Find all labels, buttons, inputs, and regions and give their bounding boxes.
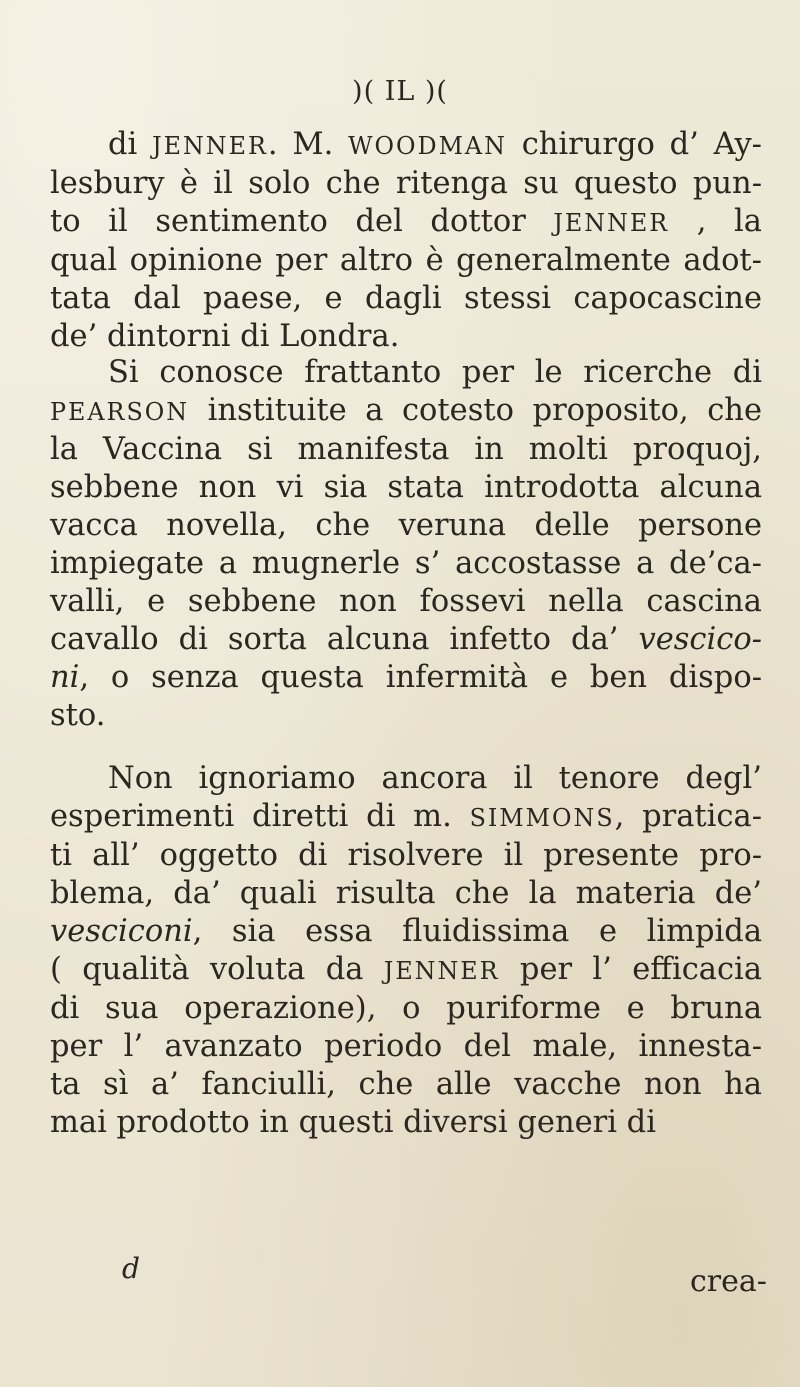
- text-run: , sia essa fluidissima e limpida: [192, 914, 762, 949]
- text-run: lesbury è il solo che ritenga su questo pun-: [50, 166, 762, 201]
- text-run: tata dal paese, e dagli stessi capocascine: [50, 281, 762, 316]
- text-line: [50, 165, 762, 203]
- proper-name: SIMMONS: [469, 804, 615, 832]
- text-line: [50, 760, 762, 798]
- text-line: [50, 126, 762, 165]
- text-line: [50, 1066, 762, 1104]
- text-run: de’ dintorni di Londra.: [50, 319, 400, 354]
- text-line: [50, 469, 762, 507]
- text-run: blema, da’ quali risulta che la materia de’: [50, 876, 762, 911]
- text-run: , pratica-: [614, 799, 763, 834]
- text-line: [50, 697, 762, 735]
- text-run: impiegate a mugnerle s’ accostasse a de’ca-: [50, 546, 762, 581]
- text-run: esperimenti diretti di m.: [50, 799, 470, 834]
- text-run: instituite a cotesto proposito, che: [189, 393, 762, 428]
- text-line: [50, 507, 762, 545]
- text-line: [50, 875, 762, 913]
- proper-name: JENNER: [152, 132, 268, 160]
- text-run: sto.: [50, 698, 106, 733]
- text-line: [50, 354, 762, 392]
- text-line: [50, 242, 762, 280]
- text-line: [50, 951, 762, 990]
- text-line: [50, 659, 762, 697]
- text-run: ta sì a’ fanciulli, che alle vacche non ha: [50, 1067, 762, 1102]
- text-line: [50, 990, 762, 1028]
- text-line: [50, 913, 762, 951]
- text-run: per l’ avanzato periodo del male, innesta-: [50, 1029, 762, 1064]
- text-run: cavallo di sorta alcuna infetto da’: [50, 622, 639, 657]
- text-run: , o senza questa infermità e ben dispo-: [79, 660, 762, 695]
- text-run: qual opinione per altro è generalmente adot-: [50, 243, 762, 278]
- paragraph-2: [50, 354, 762, 735]
- text-run: mai prodotto in questi diversi generi di: [50, 1105, 656, 1140]
- text-run: Si conosce frattanto per le ricerche di: [108, 355, 762, 390]
- text-line: [50, 318, 762, 356]
- italic-term: vescico-: [638, 622, 762, 657]
- text-line: [50, 1104, 762, 1142]
- paragraph-3: [50, 760, 762, 1142]
- text-run: chirurgo d’ Ay-: [506, 127, 762, 162]
- text-line: [50, 837, 762, 875]
- text-line: [50, 798, 762, 837]
- proper-name: WOODMAN: [348, 132, 507, 160]
- text-run: di sua operazione), o puriforme e bruna: [50, 991, 762, 1026]
- text-line: [50, 203, 762, 242]
- proper-name: PEARSON: [50, 398, 190, 426]
- text-run: sebbene non vi sia stata introdotta alcuna: [50, 470, 762, 505]
- text-run: valli, e sebbene non fossevi nella cascina: [50, 584, 762, 619]
- text-line: [50, 545, 762, 583]
- text-line: [50, 280, 762, 318]
- page-header: )( IL )(: [352, 76, 448, 107]
- text-run: ( qualità voluta da: [50, 952, 384, 987]
- text-run: , la: [669, 204, 762, 239]
- text-line: [50, 621, 762, 659]
- signature-mark: d: [122, 1252, 140, 1285]
- proper-name: JENNER: [553, 209, 670, 237]
- text-line: [50, 583, 762, 621]
- italic-term: ni: [50, 660, 80, 695]
- italic-term: vesciconi: [50, 914, 193, 949]
- proper-name: JENNER: [383, 957, 500, 985]
- text-line: [50, 392, 762, 431]
- text-run: to il sentimento del dottor: [50, 204, 554, 239]
- text-run: la Vaccina si manifesta in molti proquoj,: [50, 432, 762, 467]
- text-run: per l’ efficacia: [499, 952, 762, 987]
- paragraph-1: [50, 126, 762, 356]
- text-line: [50, 431, 762, 469]
- text-run: Non ignoriamo ancora il tenore degl’: [108, 761, 762, 796]
- text-run: ti all’ oggetto di risolvere il presente pro-: [50, 838, 762, 873]
- text-run: di: [108, 127, 153, 162]
- text-line: [50, 1028, 762, 1066]
- text-run: . M.: [267, 127, 349, 162]
- text-run: vacca novella, che veruna delle persone: [50, 508, 762, 543]
- catchword: crea-: [690, 1264, 767, 1299]
